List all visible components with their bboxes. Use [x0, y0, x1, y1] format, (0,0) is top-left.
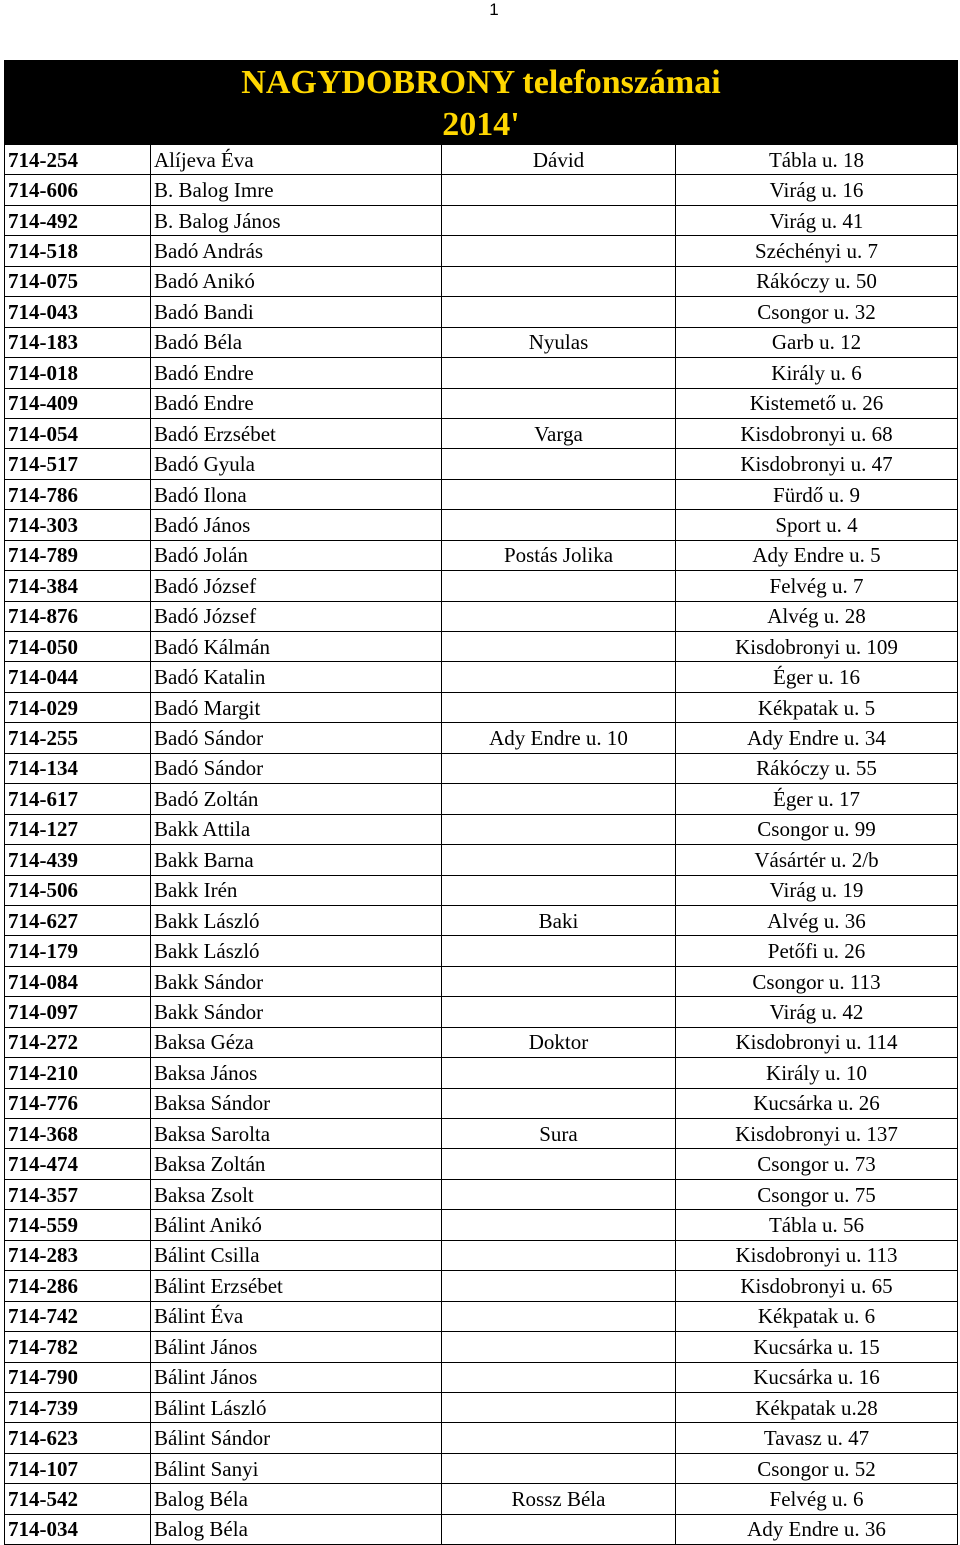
phone-cell: 714-623	[5, 1423, 151, 1453]
phone-cell: 714-183	[5, 327, 151, 357]
nickname-cell	[442, 875, 676, 905]
table-row	[5, 1088, 958, 1118]
phone-cell: 714-097	[5, 997, 151, 1027]
phone-cell: 714-876	[5, 601, 151, 631]
nickname-cell	[442, 845, 676, 875]
name-cell: Bálint László	[151, 1392, 442, 1422]
name-cell: B. Balog Imre	[151, 175, 442, 205]
address-cell: Csongor u. 73	[676, 1149, 958, 1179]
nickname-cell	[442, 1453, 676, 1483]
address-cell: Ady Endre u. 34	[676, 723, 958, 753]
address-cell: Kékpatak u. 6	[676, 1301, 958, 1331]
table-row	[5, 1392, 958, 1422]
name-cell: Badó János	[151, 510, 442, 540]
phone-cell: 714-384	[5, 571, 151, 601]
phone-cell: 714-542	[5, 1484, 151, 1514]
table-row	[5, 449, 958, 479]
address-cell: Kucsárka u. 16	[676, 1362, 958, 1392]
address-cell: Kucsárka u. 26	[676, 1088, 958, 1118]
name-cell: Badó József	[151, 601, 442, 631]
nickname-cell	[442, 997, 676, 1027]
name-cell: Baksa Sarolta	[151, 1119, 442, 1149]
phone-cell: 714-492	[5, 205, 151, 235]
name-cell: Bálint János	[151, 1332, 442, 1362]
table-row	[5, 601, 958, 631]
phone-cell: 714-368	[5, 1119, 151, 1149]
nickname-cell	[442, 966, 676, 996]
table-row	[5, 175, 958, 205]
address-cell: Kékpatak u. 5	[676, 692, 958, 722]
nickname-cell: Dávid	[442, 145, 676, 175]
nickname-cell: Nyulas	[442, 327, 676, 357]
page-number: 1	[489, 0, 499, 19]
nickname-cell	[442, 814, 676, 844]
nickname-cell	[442, 266, 676, 296]
table-row	[5, 784, 958, 814]
table-row	[5, 1179, 958, 1209]
nickname-cell: Sura	[442, 1119, 676, 1149]
address-cell: Ady Endre u. 5	[676, 540, 958, 570]
nickname-cell	[442, 662, 676, 692]
nickname-cell	[442, 936, 676, 966]
address-cell: Kistemető u. 26	[676, 388, 958, 418]
address-cell: Éger u. 16	[676, 662, 958, 692]
name-cell: Badó Erzsébet	[151, 418, 442, 448]
name-cell: Badó Katalin	[151, 662, 442, 692]
table-row	[5, 814, 958, 844]
name-cell: Balog Béla	[151, 1514, 442, 1544]
nickname-cell	[442, 601, 676, 631]
address-cell: Rákóczy u. 55	[676, 753, 958, 783]
nickname-cell	[442, 175, 676, 205]
table-row	[5, 1332, 958, 1362]
address-cell: Éger u. 17	[676, 784, 958, 814]
address-cell: Csongor u. 32	[676, 297, 958, 327]
address-cell: Kisdobronyi u. 137	[676, 1119, 958, 1149]
nickname-cell	[442, 297, 676, 327]
name-cell: Baksa Zsolt	[151, 1179, 442, 1209]
table-row	[5, 1149, 958, 1179]
table-row	[5, 1210, 958, 1240]
name-cell: Badó Endre	[151, 388, 442, 418]
address-cell: Csongor u. 113	[676, 966, 958, 996]
table-row	[5, 1362, 958, 1392]
nickname-cell	[442, 1271, 676, 1301]
name-cell: Bakk Attila	[151, 814, 442, 844]
table-row	[5, 418, 958, 448]
name-cell: Baksa Géza	[151, 1027, 442, 1057]
phone-cell: 714-050	[5, 632, 151, 662]
nickname-cell	[442, 205, 676, 235]
name-cell: Bálint Éva	[151, 1301, 442, 1331]
name-cell: Badó Kálmán	[151, 632, 442, 662]
name-cell: Bakk László	[151, 905, 442, 935]
table-row	[5, 510, 958, 540]
name-cell: Badó Béla	[151, 327, 442, 357]
phone-cell: 714-357	[5, 1179, 151, 1209]
table-row	[5, 297, 958, 327]
address-cell: Felvég u. 6	[676, 1484, 958, 1514]
phone-cell: 714-782	[5, 1332, 151, 1362]
table-row	[5, 1423, 958, 1453]
table-row	[5, 1453, 958, 1483]
phone-cell: 714-409	[5, 388, 151, 418]
name-cell: Bakk Barna	[151, 845, 442, 875]
table-row	[5, 692, 958, 722]
address-cell: Kisdobronyi u. 109	[676, 632, 958, 662]
table-row	[5, 205, 958, 235]
nickname-cell: Rossz Béla	[442, 1484, 676, 1514]
address-cell: Király u. 6	[676, 358, 958, 388]
nickname-cell	[442, 449, 676, 479]
name-cell: Badó Sándor	[151, 753, 442, 783]
address-cell: Alvég u. 28	[676, 601, 958, 631]
table-row	[5, 1119, 958, 1149]
address-cell: Tábla u. 56	[676, 1210, 958, 1240]
phone-cell: 714-018	[5, 358, 151, 388]
name-cell: Badó Margit	[151, 692, 442, 722]
nickname-cell	[442, 1179, 676, 1209]
table-row	[5, 327, 958, 357]
address-cell: Kisdobronyi u. 113	[676, 1240, 958, 1270]
name-cell: Badó Sándor	[151, 723, 442, 753]
table-row	[5, 1484, 958, 1514]
table-row	[5, 905, 958, 935]
nickname-cell: Ady Endre u. 10	[442, 723, 676, 753]
phone-cell: 714-134	[5, 753, 151, 783]
table-row	[5, 266, 958, 296]
nickname-cell: Baki	[442, 905, 676, 935]
address-cell: Virág u. 42	[676, 997, 958, 1027]
nickname-cell: Doktor	[442, 1027, 676, 1057]
table-row	[5, 966, 958, 996]
name-cell: Bálint János	[151, 1362, 442, 1392]
address-cell: Petőfi u. 26	[676, 936, 958, 966]
table-row	[5, 1058, 958, 1088]
name-cell: Badó András	[151, 236, 442, 266]
name-cell: Balog Béla	[151, 1484, 442, 1514]
name-cell: Bálint Sándor	[151, 1423, 442, 1453]
phone-cell: 714-303	[5, 510, 151, 540]
table-row	[5, 1027, 958, 1057]
table-row	[5, 1301, 958, 1331]
phone-cell: 714-075	[5, 266, 151, 296]
phone-cell: 714-254	[5, 145, 151, 175]
table-row	[5, 723, 958, 753]
address-cell: Csongor u. 99	[676, 814, 958, 844]
address-cell: Virág u. 16	[676, 175, 958, 205]
name-cell: Bakk Sándor	[151, 966, 442, 996]
phone-cell: 714-776	[5, 1088, 151, 1118]
table-row	[5, 997, 958, 1027]
nickname-cell	[442, 1423, 676, 1453]
table-row	[5, 236, 958, 266]
address-cell: Ady Endre u. 36	[676, 1514, 958, 1544]
name-cell: Baksa János	[151, 1058, 442, 1088]
title-line-2: 2014'	[442, 106, 520, 143]
nickname-cell: Varga	[442, 418, 676, 448]
nickname-cell	[442, 1149, 676, 1179]
phone-cell: 714-283	[5, 1240, 151, 1270]
phone-cell: 714-029	[5, 692, 151, 722]
phone-cell: 714-474	[5, 1149, 151, 1179]
name-cell: Bálint Sanyi	[151, 1453, 442, 1483]
name-cell: Bakk Irén	[151, 875, 442, 905]
address-cell: Rákóczy u. 50	[676, 266, 958, 296]
phone-cell: 714-506	[5, 875, 151, 905]
nickname-cell	[442, 1514, 676, 1544]
nickname-cell	[442, 510, 676, 540]
table-row	[5, 632, 958, 662]
nickname-cell	[442, 358, 676, 388]
table-row	[5, 479, 958, 509]
name-cell: Bálint Anikó	[151, 1210, 442, 1240]
address-cell: Tábla u. 18	[676, 145, 958, 175]
phone-cell: 714-127	[5, 814, 151, 844]
phone-cell: 714-518	[5, 236, 151, 266]
nickname-cell	[442, 1332, 676, 1362]
nickname-cell	[442, 1058, 676, 1088]
name-cell: Badó Endre	[151, 358, 442, 388]
address-cell: Alvég u. 36	[676, 905, 958, 935]
phone-cell: 714-789	[5, 540, 151, 570]
table-row	[5, 1514, 958, 1544]
table-row	[5, 540, 958, 570]
nickname-cell	[442, 632, 676, 662]
name-cell: Baksa Zoltán	[151, 1149, 442, 1179]
name-cell: Badó Gyula	[151, 449, 442, 479]
table-row	[5, 145, 958, 175]
address-cell: Fürdő u. 9	[676, 479, 958, 509]
table-row	[5, 571, 958, 601]
table-row	[5, 845, 958, 875]
nickname-cell	[442, 692, 676, 722]
phone-cell: 714-742	[5, 1301, 151, 1331]
nickname-cell	[442, 1362, 676, 1392]
phone-cell: 714-054	[5, 418, 151, 448]
table-row	[5, 1240, 958, 1270]
table-row	[5, 388, 958, 418]
address-cell: Kisdobronyi u. 47	[676, 449, 958, 479]
nickname-cell	[442, 1240, 676, 1270]
table-row	[5, 875, 958, 905]
name-cell: Badó Zoltán	[151, 784, 442, 814]
address-cell: Csongor u. 75	[676, 1179, 958, 1209]
address-cell: Vásártér u. 2/b	[676, 845, 958, 875]
phone-cell: 714-786	[5, 479, 151, 509]
phone-cell: 714-559	[5, 1210, 151, 1240]
title-line-1: NAGYDOBRONY telefonszámai	[241, 64, 721, 101]
name-cell: Bakk Sándor	[151, 997, 442, 1027]
address-cell: Felvég u. 7	[676, 571, 958, 601]
address-cell: Garb u. 12	[676, 327, 958, 357]
phone-cell: 714-255	[5, 723, 151, 753]
phone-cell: 714-043	[5, 297, 151, 327]
phone-cell: 714-210	[5, 1058, 151, 1088]
table-row	[5, 753, 958, 783]
address-cell: Csongor u. 52	[676, 1453, 958, 1483]
phone-cell: 714-790	[5, 1362, 151, 1392]
address-cell: Virág u. 41	[676, 205, 958, 235]
directory-title	[4, 60, 958, 144]
nickname-cell	[442, 388, 676, 418]
phone-cell: 714-517	[5, 449, 151, 479]
nickname-cell	[442, 479, 676, 509]
phone-cell: 714-272	[5, 1027, 151, 1057]
table-row	[5, 936, 958, 966]
name-cell: Alíjeva Éva	[151, 145, 442, 175]
phone-directory-sheet	[4, 60, 958, 1545]
phone-cell: 714-107	[5, 1453, 151, 1483]
name-cell: Bakk László	[151, 936, 442, 966]
name-cell: Bálint Csilla	[151, 1240, 442, 1270]
address-cell: Széchényi u. 7	[676, 236, 958, 266]
nickname-cell	[442, 753, 676, 783]
directory-table	[4, 144, 958, 1545]
name-cell: Baksa Sándor	[151, 1088, 442, 1118]
address-cell: Kékpatak u.28	[676, 1392, 958, 1422]
phone-cell: 714-084	[5, 966, 151, 996]
phone-cell: 714-617	[5, 784, 151, 814]
phone-cell: 714-627	[5, 905, 151, 935]
name-cell: Bálint Erzsébet	[151, 1271, 442, 1301]
nickname-cell	[442, 571, 676, 601]
nickname-cell	[442, 784, 676, 814]
address-cell: Kisdobronyi u. 68	[676, 418, 958, 448]
phone-cell: 714-739	[5, 1392, 151, 1422]
directory-rows	[5, 145, 958, 1545]
phone-cell: 714-286	[5, 1271, 151, 1301]
phone-cell: 714-179	[5, 936, 151, 966]
phone-cell: 714-439	[5, 845, 151, 875]
address-cell: Sport u. 4	[676, 510, 958, 540]
address-cell: Kisdobronyi u. 114	[676, 1027, 958, 1057]
table-row	[5, 1271, 958, 1301]
address-cell: Virág u. 19	[676, 875, 958, 905]
phone-cell: 714-044	[5, 662, 151, 692]
name-cell: Badó Jolán	[151, 540, 442, 570]
nickname-cell	[442, 1088, 676, 1118]
name-cell: Badó Ilona	[151, 479, 442, 509]
name-cell: Badó József	[151, 571, 442, 601]
nickname-cell	[442, 1301, 676, 1331]
table-row	[5, 662, 958, 692]
name-cell: Badó Anikó	[151, 266, 442, 296]
table-row	[5, 358, 958, 388]
nickname-cell	[442, 1392, 676, 1422]
name-cell: B. Balog János	[151, 205, 442, 235]
phone-cell: 714-034	[5, 1514, 151, 1544]
address-cell: Király u. 10	[676, 1058, 958, 1088]
address-cell: Kucsárka u. 15	[676, 1332, 958, 1362]
phone-cell: 714-606	[5, 175, 151, 205]
nickname-cell: Postás Jolika	[442, 540, 676, 570]
address-cell: Tavasz u. 47	[676, 1423, 958, 1453]
name-cell: Badó Bandi	[151, 297, 442, 327]
address-cell: Kisdobronyi u. 65	[676, 1271, 958, 1301]
nickname-cell	[442, 236, 676, 266]
nickname-cell	[442, 1210, 676, 1240]
